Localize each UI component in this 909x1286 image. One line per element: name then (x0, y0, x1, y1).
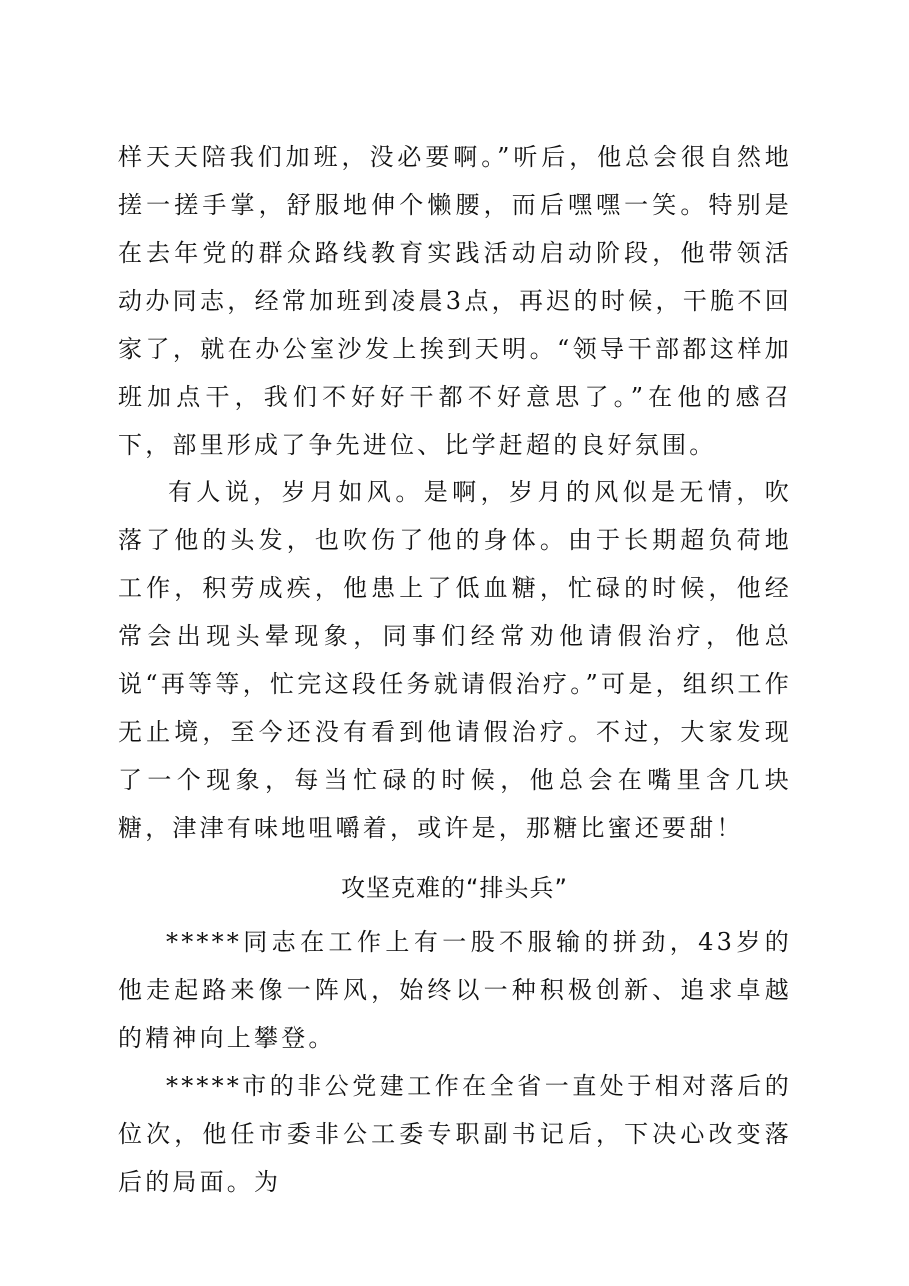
continued-paragraph: 样天天陪我们加班，没必要啊。”听后，他总会很自然地搓一搓手掌，舒服地伸个懒腰，而后嘿嘿一笑。特别是在去年党的群众路线教育实践活动启动阶段，他带领活动办同志，经常加班到凌晨3点，再迟的时候，干脆不回家了，就在办公室沙发上挨到天明。“领导干部都这样加班加点干，我们不好好干都不好意思了。”在他的感召下，部里形成了争先进位、比学赶超的良好氛围。 (118, 143, 792, 459)
paragraph-overwork-illness: 有人说，岁月如风。是啊，岁月的风似是无情，吹落了他的头发，也吹伤了他的身体。由于长期超负荷地工作，积劳成疾，他患上了低血糖，忙碌的时候，他经常会出现头晕现象，同事们经常劝他请假治疗，他总说“再等等，忙完这段任务就请假治疗。”可是，组织工作无止境，至今还没有看到他请假治疗。不过，大家发现了一个现象，每当忙碌的时候，他总会在嘴里含几块糖，津津有味地咀嚼着，或许是，那糖比蜜还要甜！ (118, 478, 792, 842)
section-heading: 攻坚克难的“排头兵” (341, 874, 568, 902)
paragraph-party-building: *****市的非公党建工作在全省一直处于相对落后的位次，他任市委非公工委专职副书记后，下决心改变落后的局面。为 (118, 1072, 792, 1196)
paragraph-work-spirit: *****同志在工作上有一股不服输的拼劲，43岁的他走起路来像一阵风，始终以一种积极创新、追求卓越的精神向上攀登。 (118, 928, 792, 1052)
